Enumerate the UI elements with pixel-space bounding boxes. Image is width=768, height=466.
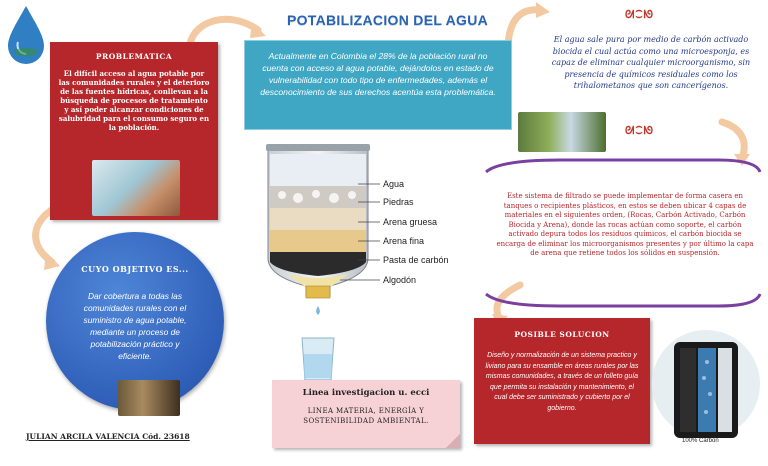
research-body: LINEA MATERIA, ENERGÍA Y SOSTENIBILIDAD AMBIENTAL. <box>303 407 429 425</box>
ornament-top: ᘛ⁐ᘚ <box>625 8 654 21</box>
ornament-bottom: ᘛ⁐ᘚ <box>625 124 654 137</box>
carbon-description: El agua sale pura por medio de carbón activado biocida el cual actúa como una microesponja, es capaz de eliminar cualquier microorganismo, sin presencia de químicos residuales como los trihalometanos que son cancerígenos. <box>551 35 751 90</box>
layer-fine-sand <box>270 230 366 252</box>
cartridge-label: 100% Carbon <box>682 438 719 444</box>
research-line-box <box>272 380 460 448</box>
water-tap-photo <box>518 112 606 152</box>
research-heading: Linea investigacion u. ecci <box>302 388 430 398</box>
bottle-cap-rim <box>266 144 370 151</box>
label-algodon: Algodón <box>383 275 417 285</box>
label-pasta-carbon: Pasta de carbón <box>383 255 449 265</box>
water-hands-photo <box>92 160 180 216</box>
solution-heading: POSIBLE SOLUCION <box>514 330 610 339</box>
arrow-head <box>250 22 266 38</box>
water-drop-icon <box>6 4 46 64</box>
filter-system-description: Este sistema de filtrado se puede implementar de forma casera en tanques o recipientes plásticos, en estos se deben ubicar 4 capas de materiales en el siguientes orden, (Rocas, Carbón Activado, Carbón Biocida y Arena), donde las rocas actúan como soporte, el carbón activado depura todos los residuos químicos, el carbón biocida se encarga de eliminar los microorganismos presentes y por último la capa de arena que retiene todos los sólidos en suspensión. <box>496 192 754 257</box>
objective-heading: CUYO OBJETIVO ES... <box>81 264 189 274</box>
water-drip <box>316 306 320 315</box>
community-photo <box>118 380 180 416</box>
layer-coarse-sand <box>270 208 366 230</box>
curved-arrow-bottom-right <box>497 285 520 320</box>
intro-box: Actualmente en Colombia el 28% de la población rural no cuenta con acceso al agua potable, dejándolos en estado de vulnerabilidad con todo tipo de enfermedades, además el desconocimiento de sus derechos acentúa esta problemática. <box>244 40 512 130</box>
filter-diagram <box>258 140 476 380</box>
page-title: POTABILIZACION DEL AGUA <box>286 12 489 28</box>
problem-body: El difícil acceso al agua potable por las comunidades rurales y el deterioro de las fuentes hídricas, conllevan a la búsqueda de procesos de tratamiento y así poder alcanzar condiciones de salubridad para el consumo seguro en la población. <box>58 69 210 132</box>
nozzle <box>306 286 330 298</box>
arrow-head <box>536 2 550 18</box>
page-fold <box>446 434 460 448</box>
solution-box <box>474 318 650 444</box>
problem-box <box>50 42 218 220</box>
problem-heading: PROBLEMATICA <box>95 52 173 61</box>
author-credit: JULIAN ARCILA VALENCIA Cód. 23618 <box>26 432 190 441</box>
purple-bracket <box>486 160 760 172</box>
purple-bracket <box>486 294 760 306</box>
curved-arrow-top-right <box>508 10 540 44</box>
label-arena-fina: Arena fina <box>383 236 425 246</box>
carbon-filter-cartridge-image <box>652 322 760 446</box>
arrow-head <box>734 154 750 166</box>
layer-water <box>270 154 366 186</box>
curved-arrow-right <box>722 122 744 158</box>
label-arena-gruesa: Arena gruesa <box>383 217 438 227</box>
label-piedras: Piedras <box>383 197 414 207</box>
solution-body: Diseño y normalización de un sistema practico y liviano para su ensamble en áreas rurales por las mismas comunidades, a través de un folleto guía que permita su instalación y mantenimiento, el cual debe ser suministrado y cubierto por el gobierno. <box>485 352 639 412</box>
label-agua: Agua <box>383 179 405 189</box>
objective-body: Dar cobertura a todas las comunidades rurales con el suministro de agua potable, mediante un proceso de potabilización práctico y eficiente. <box>83 291 187 361</box>
